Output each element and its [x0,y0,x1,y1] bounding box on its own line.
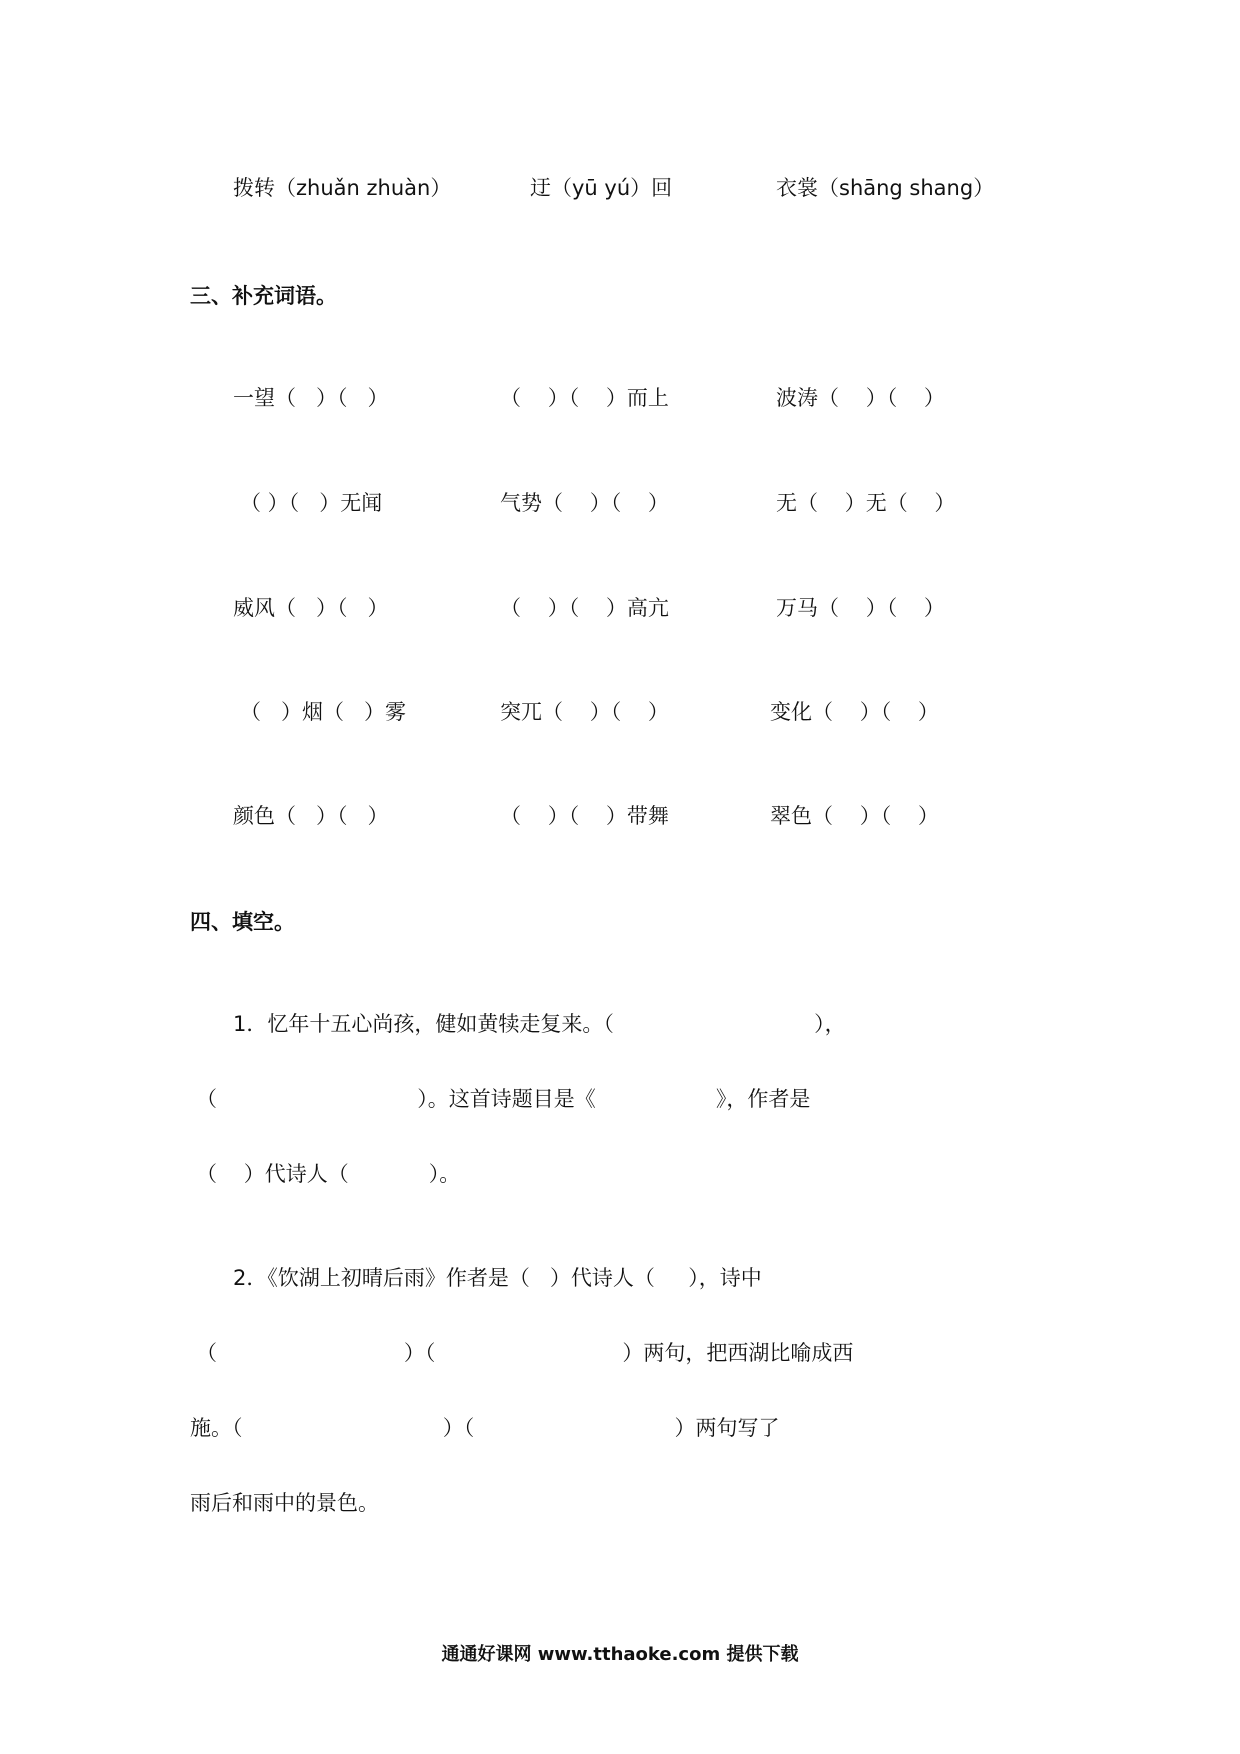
question-2-line-4: 雨后和雨中的景色。 [190,1491,379,1515]
question-1-line-1: 1．忆年十五心尚孩，健如黄犊走复来。（ ）， [233,1012,846,1036]
word-blank-5-2: （ ）（ ）带舞 [500,804,669,828]
question-2-line-3: 施。（ ）（ ）两句写了 [190,1416,780,1440]
section-4-title: 四、填空。 [190,910,295,934]
word-blank-1-3: 波涛（ ）（ ） [776,386,945,410]
word-blank-3-1: 威风（ ）（ ） [233,596,389,620]
word-blank-3-2: （ ）（ ）高亢 [500,596,669,620]
question-2-line-2: （ ）（ ）两句，把西湖比喻成西 [196,1341,854,1365]
word-blank-4-1: （ ）烟（ ）雾 [240,700,407,724]
word-blank-1-1: 一望（ ）（ ） [233,386,389,410]
word-blank-1-2: （ ）（ ）而上 [500,386,669,410]
word-blank-2-1: （ ）（ ）无闻 [240,491,383,515]
pinyin-item-3: 衣裳（shāng shang） [776,176,995,200]
question-2-line-1: 2．《饮湖上初晴后雨》作者是（ ）代诗人（ ），诗中 [233,1266,762,1290]
word-blank-3-3: 万马（ ）（ ） [776,596,945,620]
pinyin-item-1: 拨转（zhuǎn zhuàn） [233,176,452,200]
word-blank-5-1: 颜色（ ）（ ） [233,804,389,828]
footer-text: 通通好课网 www.tthaoke.com 提供下载 [441,1644,799,1665]
question-1-line-2: （ ）。这首诗题目是《 》，作者是 [196,1087,811,1111]
section-3-title: 三、补充词语。 [190,284,337,308]
question-1-line-3: （ ）代诗人（ ）。 [196,1162,461,1186]
word-blank-5-3: 翠色（ ）（ ） [770,804,939,828]
pinyin-item-2: 迂（yū yú）回 [530,176,673,200]
word-blank-4-2: 突兀（ ）（ ） [500,700,669,724]
word-blank-2-3: 无（ ）无（ ） [776,491,956,515]
word-blank-4-3: 变化（ ）（ ） [770,700,939,724]
word-blank-2-2: 气势（ ）（ ） [500,491,669,515]
